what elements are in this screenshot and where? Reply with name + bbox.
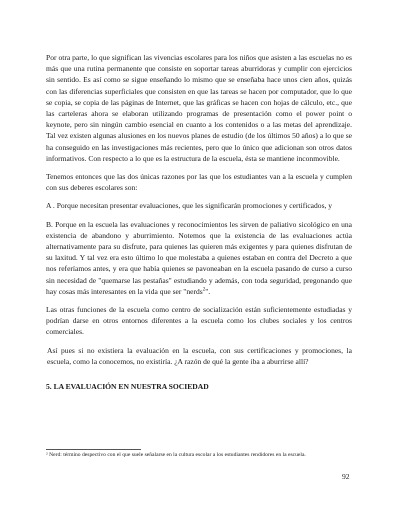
paragraph-reason-b-closing: ". xyxy=(205,286,211,296)
paragraph-conclusion: Así pues si no existiera la evaluación en la escuela, con sus certificaciones y promociones, la escuela, como la conocemos, no existiría. ¿A razón de qué la gente iba a aburrirse allí? xyxy=(47,345,352,366)
paragraph-reason-a: A . Porque necesitan presentar evaluaciones, que les significarán promociones y certificados, y xyxy=(46,201,333,211)
section-heading: 5. LA EVALUACIÓN EN NUESTRA SOCIEDAD xyxy=(46,382,209,392)
paragraph-socialization: Las otras funciones de la escuela como centro de socialización están suficientemente estudiadas y podrían darse en otros entornos diferentes a la escuela como los clubes sociales y los centros comerciales. xyxy=(46,305,352,337)
paragraph-school-routine: Por otra parte, lo que significan las vivencias escolares para los niños que asisten a las escuelas no es más que una rutina permanente que consiste en soportar tareas aburridoras y cumplir con ejercicios sin sentido. Es así como se sigue enseñando lo mismo que se enseñaba hace unos cien años, quizás con las diferencias superficiales que consisten en que las tareas se hacen por computador, que lo que se copia, se copia de las páginas de Internet, que las gráficas se hacen con hojas de cálculo, etc., que las carteleras ahora se elaboran utilizando programas de presentación como el power point o keynote, pero sin ningún cambio esencial en cuanto a los contenidos o a las metas del aprendizaje. Tal vez existen algunas alusiones en los nuevos planes de estudio (de los últimos 50 años) a lo que se ha conseguido en las investigaciones más recientes, pero que lo único que adicionan son otros datos informativos. Con respecto a lo que es la estructura de la escuela, ésta se mantiene inconmovible. xyxy=(46,53,352,163)
footnote-reference[interactable]: 2 xyxy=(202,287,206,293)
paragraph-reason-b-text: B. Porque en la escuela las evaluaciones y reconocimientos les sirven de paliativo sicológico en una existencia de abandono y aburrimiento. Notemos que la existencia de las evaluaciones actúa alternativamente para su disfrute, para quienes las quieren más exigentes y para quienes disfrutan de su laxitud. Y tal vez era esto último lo que molestaba a quienes estaban en contra del Decreto a que nos referíamos antes, y era que había quienes se pavoneaban en la escuela pasando de curso a curso sin necesidad de "quemarse las pestañas" estudiando y además, con toda seguridad, pregonando que hay cosas más interesantes en la vida que ser "nerds xyxy=(46,219,352,296)
paragraph-reason-b xyxy=(46,219,352,297)
footnote-divider xyxy=(46,449,141,450)
paragraph-two-reasons: Tenemos entonces que las dos únicas razones por las que los estudiantes van a la escuela y cumplen con sus deberes escolares son: xyxy=(46,172,352,193)
footnote-text: ² Nerd: término despectivo con el que suele señalarse en la cultura escolar a los estudiantes rendidores en la escuela. xyxy=(46,452,306,458)
page-number: 92 xyxy=(342,472,350,481)
page-body xyxy=(46,52,352,392)
